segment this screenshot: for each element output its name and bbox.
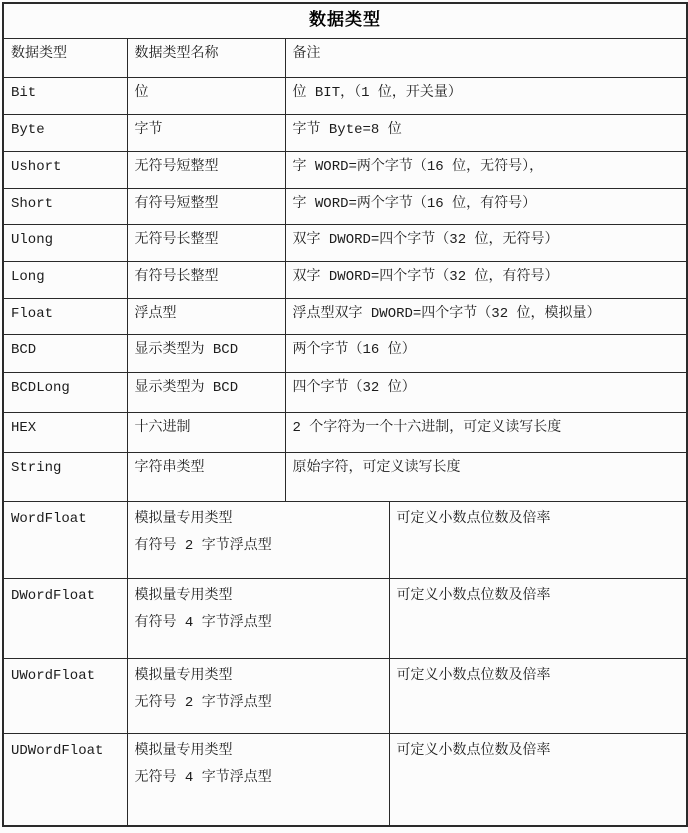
cell-name: 有符号长整型 [127,261,285,298]
name-line-2: 无符号 4 字节浮点型 [134,769,272,786]
header-cell-note: 备注 [285,38,687,77]
table-row [3,372,687,412]
cell-name: 无符号长整型 [127,224,285,261]
cell-type: UDWordFloat [3,733,127,826]
cell-note: 字 WORD=两个字节（16 位，无符号）， [285,151,687,188]
cell-note: 字节 Byte=8 位 [285,114,687,151]
cell-type: Short [3,188,127,224]
cell-type: Ulong [3,224,127,261]
cell-note: 可定义小数点位数及倍率 [389,501,687,578]
cell-name [127,501,389,578]
cell-note: 原始字符，可定义读写长度 [285,452,687,501]
cell-type: Float [3,298,127,334]
cell-note: 可定义小数点位数及倍率 [389,578,687,658]
table-row [3,501,687,578]
header-cell-name: 数据类型名称 [127,38,285,77]
cell-name: 显示类型为 BCD [127,334,285,372]
cell-note: 可定义小数点位数及倍率 [389,658,687,733]
name-line-1: 模拟量专用类型 [134,510,233,527]
cell-type: String [3,452,127,501]
name-line-1: 模拟量专用类型 [134,667,233,684]
cell-type: HEX [3,412,127,452]
title-row [3,3,687,38]
table-title: 数据类型 [3,3,687,38]
cell-type: Ushort [3,151,127,188]
table-row [3,412,687,452]
cell-type: UWordFloat [3,658,127,733]
cell-note: 四个字节（32 位） [285,372,687,412]
table-row [3,151,687,188]
table-row [3,733,687,826]
cell-name: 字符串类型 [127,452,285,501]
cell-name: 位 [127,77,285,114]
cell-note: 两个字节（16 位） [285,334,687,372]
cell-note: 双字 DWORD=四个字节（32 位，无符号） [285,224,687,261]
cell-name: 无符号短整型 [127,151,285,188]
table-row [3,298,687,334]
name-line-1: 模拟量专用类型 [134,587,233,604]
cell-note: 字 WORD=两个字节（16 位，有符号） [285,188,687,224]
cell-name: 浮点型 [127,298,285,334]
cell-note: 2 个字符为一个十六进制，可定义读写长度 [285,412,687,452]
header-row [3,38,687,77]
table-row [3,261,687,298]
cell-name: 字节 [127,114,285,151]
cell-type: DWordFloat [3,578,127,658]
name-line-2: 有符号 2 字节浮点型 [134,537,272,554]
cell-note: 浮点型双字 DWORD=四个字节（32 位，模拟量） [285,298,687,334]
cell-name: 有符号短整型 [127,188,285,224]
cell-note: 可定义小数点位数及倍率 [389,733,687,826]
header-cell-type: 数据类型 [3,38,127,77]
table-row [3,658,687,733]
name-line-2: 无符号 2 字节浮点型 [134,694,272,711]
name-line-2: 有符号 4 字节浮点型 [134,614,272,631]
cell-name: 显示类型为 BCD [127,372,285,412]
cell-type: Byte [3,114,127,151]
cell-type: WordFloat [3,501,127,578]
cell-name [127,658,389,733]
table-row [3,188,687,224]
data-type-table [2,2,688,827]
table-row [3,114,687,151]
cell-note: 位 BIT，（1 位，开关量） [285,77,687,114]
table-row [3,334,687,372]
cell-name [127,578,389,658]
cell-type: BCDLong [3,372,127,412]
cell-note: 双字 DWORD=四个字节（32 位，有符号） [285,261,687,298]
table-row [3,452,687,501]
table-row [3,224,687,261]
name-line-1: 模拟量专用类型 [134,742,233,759]
table-row [3,578,687,658]
table-row [3,77,687,114]
cell-name: 十六进制 [127,412,285,452]
cell-name [127,733,389,826]
cell-type: Long [3,261,127,298]
cell-type: Bit [3,77,127,114]
cell-type: BCD [3,334,127,372]
